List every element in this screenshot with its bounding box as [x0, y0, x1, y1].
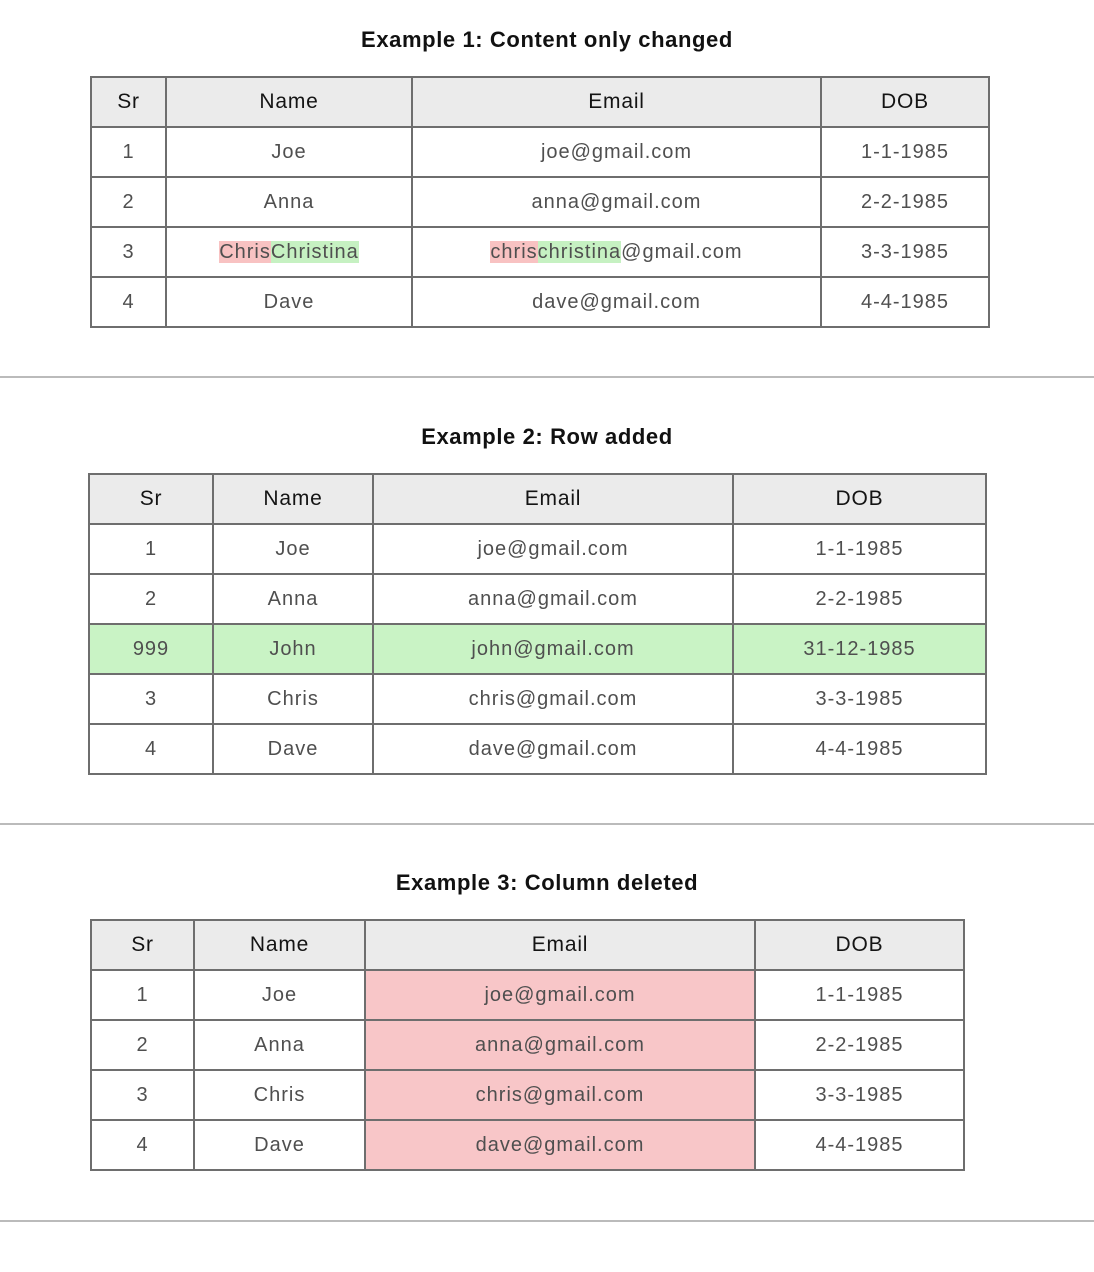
table-cell — [166, 227, 412, 277]
table-cell: joe@gmail.com — [373, 524, 733, 574]
table-row — [91, 1070, 964, 1120]
table-row — [91, 1020, 964, 1070]
table-cell: 1-1-1985 — [821, 127, 989, 177]
table-row — [91, 227, 989, 277]
table-cell: joe@gmail.com — [365, 970, 755, 1020]
table-example3 — [90, 919, 965, 1171]
table-cell: Dave — [166, 277, 412, 327]
table-cell: 1 — [91, 970, 194, 1020]
table-cell: anna@gmail.com — [365, 1020, 755, 1070]
table-cell: john@gmail.com — [373, 624, 733, 674]
table-cell: Joe — [213, 524, 373, 574]
table-cell: 4-4-1985 — [821, 277, 989, 327]
header-cell-email: Email — [365, 920, 755, 970]
section-example3 — [0, 825, 1094, 1222]
table-row — [89, 574, 986, 624]
bottom-padding — [0, 1222, 1094, 1247]
table-row — [89, 674, 986, 724]
table-cell: 1 — [91, 127, 166, 177]
text-segment: @gmail.com — [621, 240, 743, 263]
table-cell: 3-3-1985 — [733, 674, 986, 724]
table-row — [91, 1120, 964, 1170]
table-row — [91, 277, 989, 327]
table-cell: Anna — [213, 574, 373, 624]
header-cell-dob: DOB — [733, 474, 986, 524]
table-cell: 3 — [91, 227, 166, 277]
table-cell: 4-4-1985 — [733, 724, 986, 774]
table-cell: Anna — [194, 1020, 365, 1070]
table-row — [91, 970, 964, 1020]
table-cell: 4 — [91, 277, 166, 327]
header-cell-name: Name — [166, 77, 412, 127]
header-cell-sr: Sr — [89, 474, 213, 524]
table-cell: 4 — [89, 724, 213, 774]
diff-ins-segment: Christina — [270, 240, 359, 263]
table-cell: 2 — [91, 177, 166, 227]
example1-title: Example 1: Content only changed — [361, 27, 733, 52]
table-cell: joe@gmail.com — [412, 127, 821, 177]
table-header-row — [91, 920, 964, 970]
example3-title: Example 3: Column deleted — [395, 870, 699, 895]
table-cell: Dave — [213, 724, 373, 774]
table-cell: dave@gmail.com — [373, 724, 733, 774]
table-row — [89, 524, 986, 574]
table-cell: dave@gmail.com — [365, 1120, 755, 1170]
example2-title: Example 2: Row added — [421, 424, 673, 449]
table-example1 — [90, 76, 990, 328]
table-example2 — [88, 473, 987, 775]
table-header-row — [91, 77, 989, 127]
table-cell: 2-2-1985 — [755, 1020, 964, 1070]
header-cell-sr: Sr — [91, 77, 166, 127]
diff-ins-segment: christina — [537, 240, 622, 263]
table-cell: Chris — [194, 1070, 365, 1120]
table-cell: chris@gmail.com — [373, 674, 733, 724]
table-cell: Joe — [194, 970, 365, 1020]
table-cell: 3 — [91, 1070, 194, 1120]
header-cell-email: Email — [412, 77, 821, 127]
table-cell: 1-1-1985 — [733, 524, 986, 574]
table-header-row — [89, 474, 986, 524]
table-cell: dave@gmail.com — [412, 277, 821, 327]
table-cell: 999 — [89, 624, 213, 674]
table-cell: 3-3-1985 — [821, 227, 989, 277]
table-cell: anna@gmail.com — [412, 177, 821, 227]
table-cell: John — [213, 624, 373, 674]
diff-del-segment: Chris — [219, 240, 271, 263]
table-cell: 3 — [89, 674, 213, 724]
table-cell: 4 — [91, 1120, 194, 1170]
table-row — [91, 177, 989, 227]
table-cell: Chris — [213, 674, 373, 724]
header-cell-dob: DOB — [755, 920, 964, 970]
header-cell-email: Email — [373, 474, 733, 524]
table-row-added — [89, 624, 986, 674]
section-example1 — [0, 0, 1094, 378]
header-cell-sr: Sr — [91, 920, 194, 970]
table-cell: Dave — [194, 1120, 365, 1170]
table-row — [91, 127, 989, 177]
table-row — [89, 724, 986, 774]
table-cell: 2 — [91, 1020, 194, 1070]
table-cell: 3-3-1985 — [755, 1070, 964, 1120]
table-cell: 1-1-1985 — [755, 970, 964, 1020]
table-cell: 2-2-1985 — [821, 177, 989, 227]
section-example2 — [0, 378, 1094, 825]
table-cell: Anna — [166, 177, 412, 227]
table-cell: 2-2-1985 — [733, 574, 986, 624]
table-cell: anna@gmail.com — [373, 574, 733, 624]
table-cell: 1 — [89, 524, 213, 574]
header-cell-dob: DOB — [821, 77, 989, 127]
table-cell: 2 — [89, 574, 213, 624]
table-cell — [412, 227, 821, 277]
table-cell: chris@gmail.com — [365, 1070, 755, 1120]
table-cell: 31-12-1985 — [733, 624, 986, 674]
header-cell-name: Name — [194, 920, 365, 970]
table-cell: Joe — [166, 127, 412, 177]
header-cell-name: Name — [213, 474, 373, 524]
diff-del-segment: chris — [490, 240, 538, 263]
table-cell: 4-4-1985 — [755, 1120, 964, 1170]
